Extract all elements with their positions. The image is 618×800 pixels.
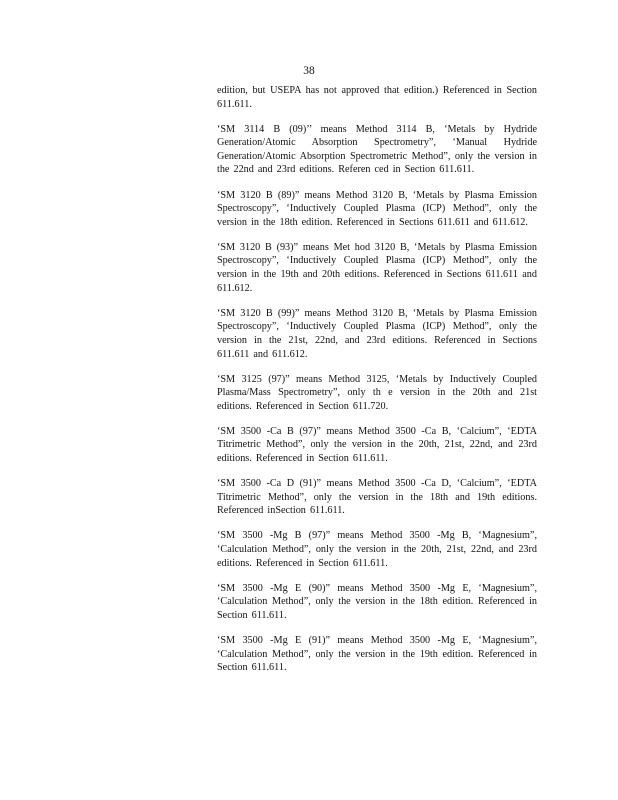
page-number: 38: [303, 65, 315, 77]
paragraph-usepa-edition-note: edition, but USEPA has not approved that edition.) Referenced in Section 611.611.: [217, 85, 537, 110]
paragraph-sm-3500-mg-e-91: ‘SM 3500 -Mg E (91)” means Method 3500 -Mg E, ‘Magnesium”, ‘Calculation Method”, only the version in the 19th edition. Referenced in Section 611.611.: [217, 635, 537, 674]
paragraph-sm-3114-b-09: ‘SM 3114 B (09)’’ means Method 3114 B, ‘Metals by Hydride Generation/Atomic Absorption Spectrometry”, ‘Manual Hydride Generation/Atomic Absorption Spectrometric Method”, only the version in the 22nd and 23rd editions. Referen ced in Section 611.611.: [217, 123, 537, 176]
paragraph-sm-3500-mg-e-90: ‘SM 3500 -Mg E (90)” means Method 3500 -Mg E, ‘Magnesium”, ‘Calculation Method”, only the version in the 18th edition. Referenced in Section 611.611.: [217, 582, 537, 621]
paragraph-sm-3120-b-89: ‘SM 3120 B (89)” means Method 3120 B, ‘Metals by Plasma Emission Spectroscopy”, ‘Inductively Coupled Plasma (ICP) Method”, only the version in the 18th edition. Referenced in Sections 611.611 and 611.612.: [217, 189, 537, 228]
paragraph-sm-3120-b-99: ‘SM 3120 B (99)” means Method 3120 B, ‘Metals by Plasma Emission Spectroscopy”, ‘Inductively Coupled Plasma (ICP) Method”, only the version in the 21st, 22nd, and 23rd editions. Referenced in Sections 611.611 and 611.612.: [217, 307, 537, 360]
paragraph-sm-3500-mg-b-97: ‘SM 3500 -Mg B (97)” means Method 3500 -Mg B, ‘Magnesium”, ‘Calculation Method”, only the version in the 20th, 21st, 22nd, and 23rd editions. Referenced in Section 611.611.: [217, 530, 537, 569]
document-body: [217, 84, 537, 686]
paragraph-sm-3500-ca-b-97: ‘SM 3500 -Ca B (97)” means Method 3500 -Ca B, ‘Calcium”, ‘EDTA Titrimetric Method”, only the version in the 20th, 21st, 22nd, and 23rd editions. Referenced in Section 611.611.: [217, 425, 537, 465]
paragraph-sm-3120-b-93: ‘SM 3120 B (93)” means Met hod 3120 B, ‘Metals by Plasma Emission Spectroscopy”, ‘Inductively Coupled Plasma (ICP) Method”, only the version in the 19th and 20th editions. Referenced in Sections 611.611 and 611.612.: [217, 241, 537, 294]
paragraph-sm-3500-ca-d-91: ‘SM 3500 -Ca D (91)” means Method 3500 -Ca D, ‘Calcium”, ‘EDTA Titrimetric Method”, only the version in the 18th and 19th editions. Referenced inSection 611.611.: [217, 478, 537, 517]
paragraph-sm-3125-97: ‘SM 3125 (97)” means Method 3125, ‘Metals by Inductively Coupled Plasma/Mass Spectrometry”, only th e version in the 20th and 21st editions. Referenced in Section 611.720.: [217, 373, 537, 412]
